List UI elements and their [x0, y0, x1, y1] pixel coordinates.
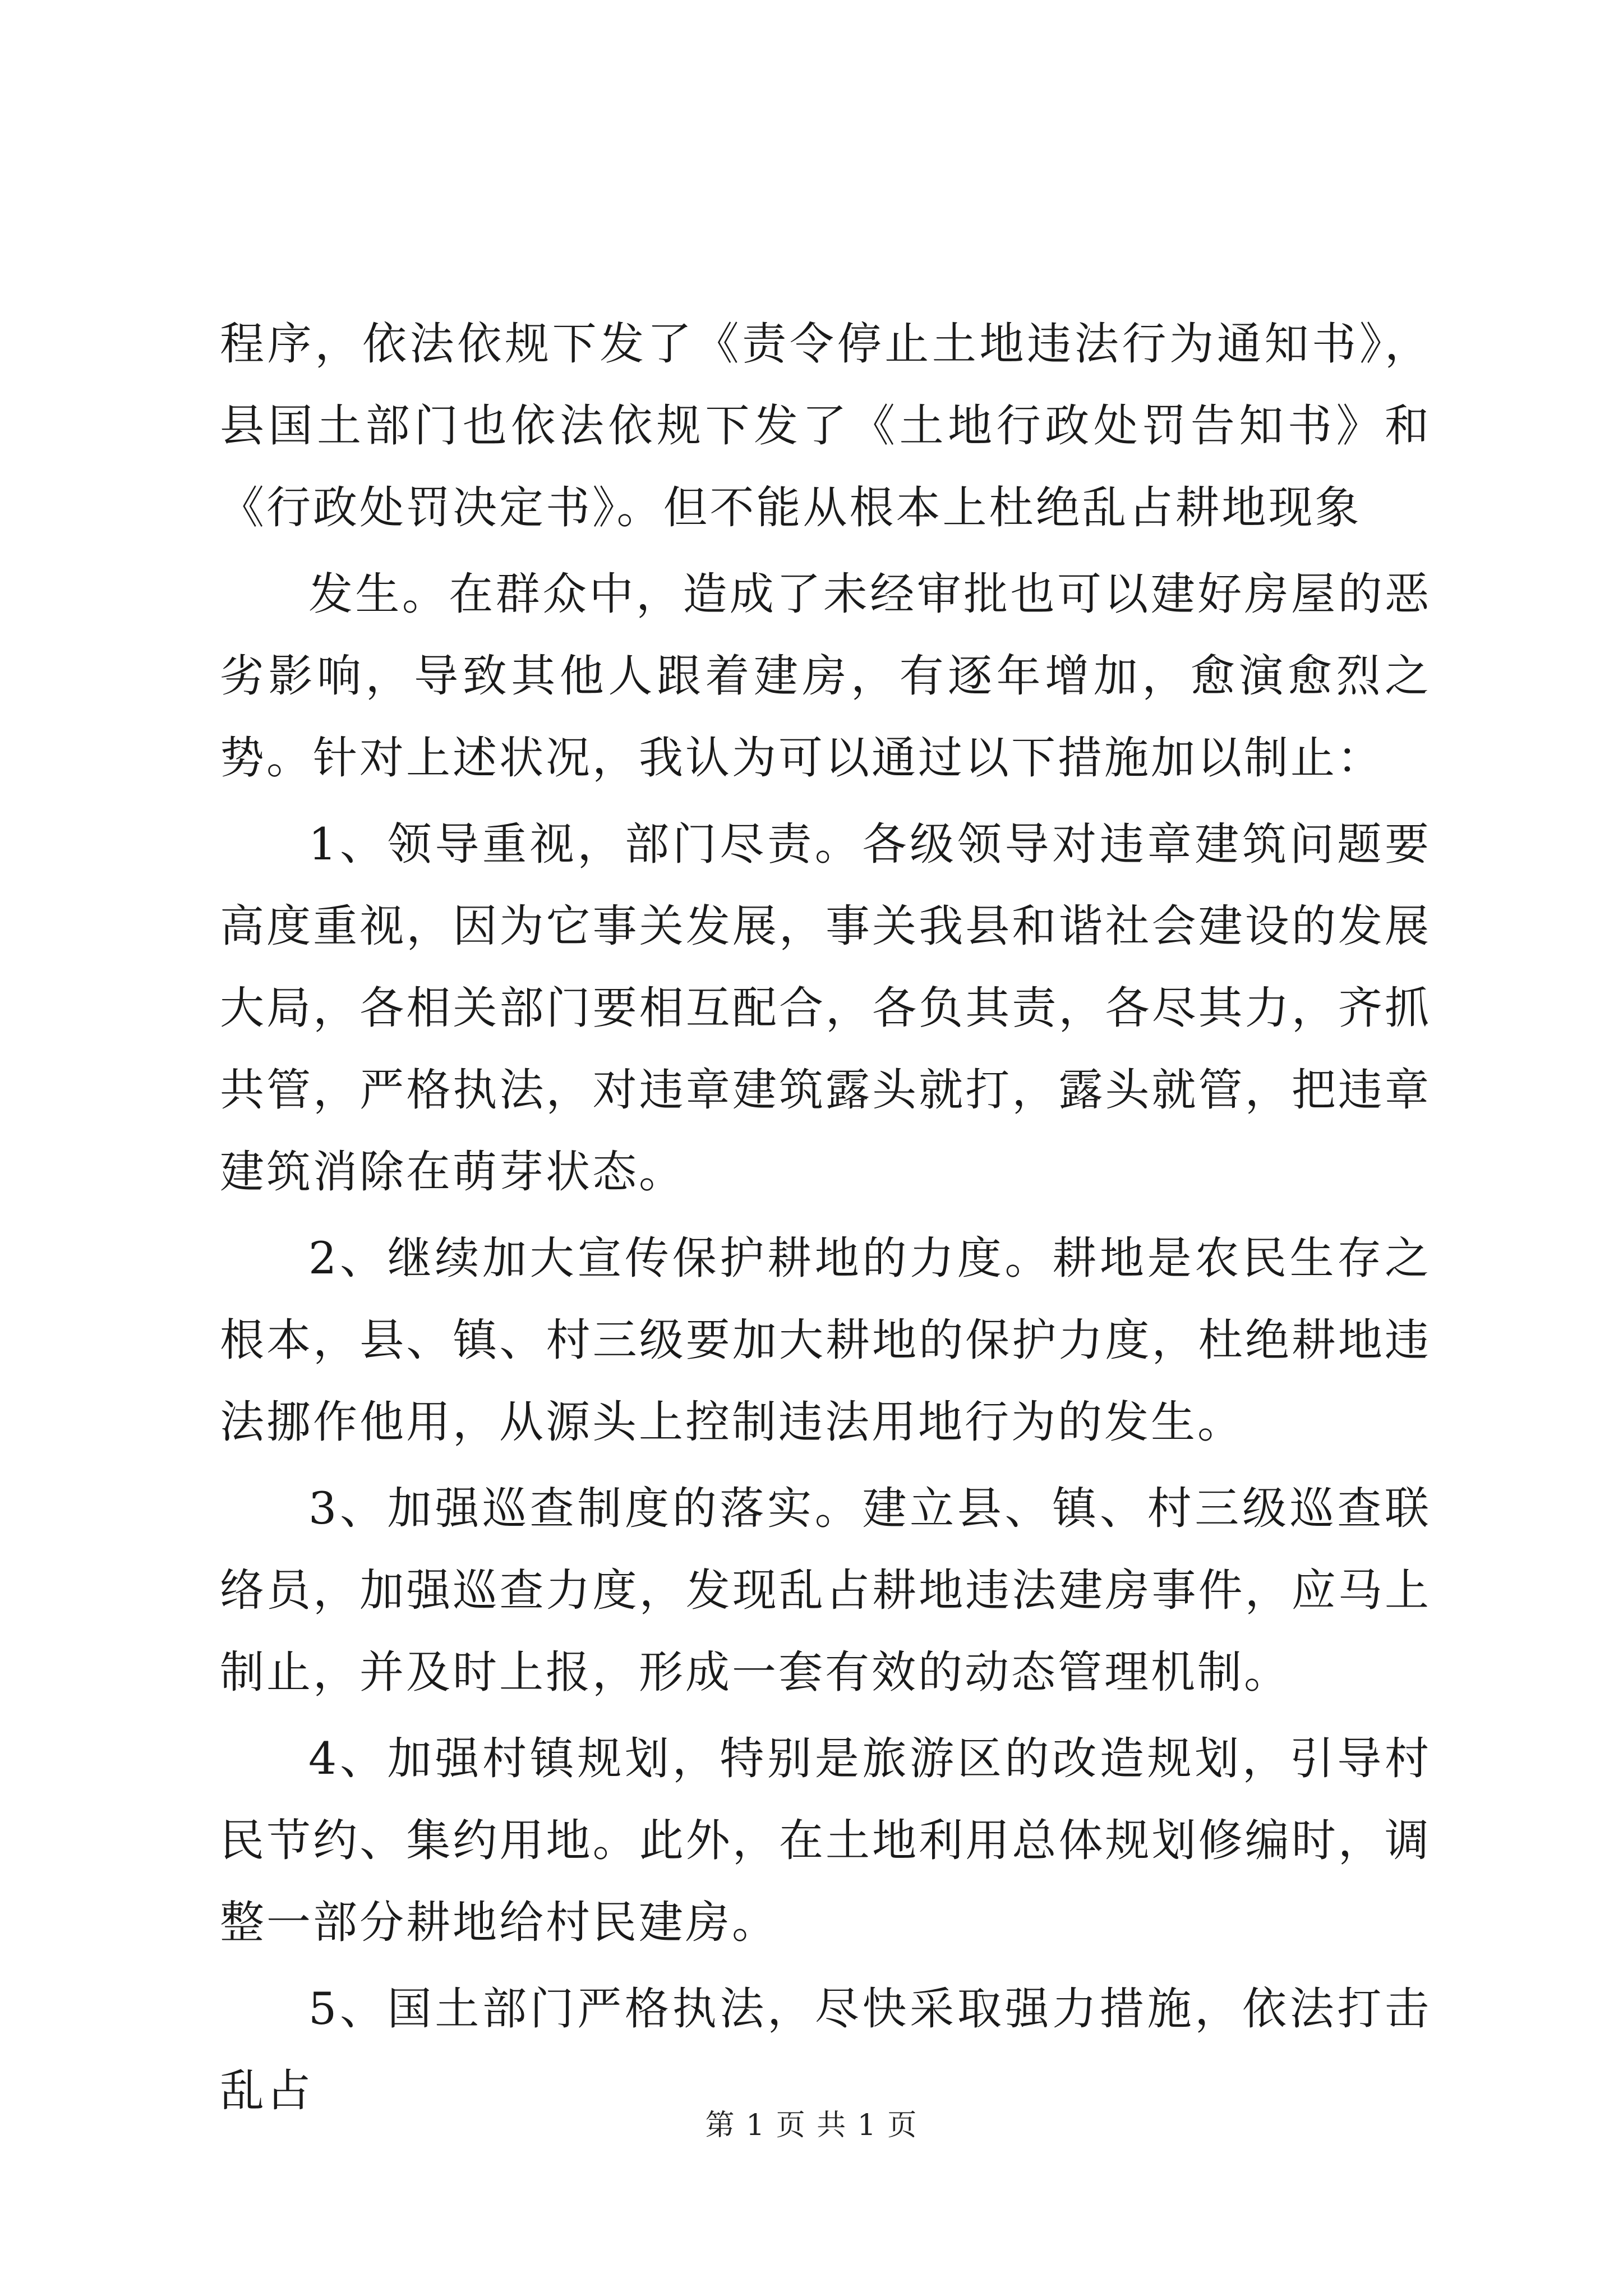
document-body [220, 303, 1431, 2136]
paragraph-1: 程序，依法依规下发了《责令停止土地违法行为通知书》，县国土部门也依法依规下发了《土地行政处罚告知书》和《行政处罚决定书》。但不能从根本上杜绝乱占耕地现象 [220, 318, 1431, 533]
paragraph-7: 5、国土部门严格执法，尽快采取强力措施，依法打击乱占 [220, 1983, 1431, 2116]
paragraph-2: 发生。在群众中，造成了未经审批也可以建好房屋的恶劣影响，导致其他人跟着建房，有逐年增加，愈演愈烈之势。针对上述状况，我认为可以通过以下措施加以制止： [220, 568, 1431, 784]
paragraph-5: 3、加强巡查制度的落实。建立县、镇、村三级巡查联络员，加强巡查力度，发现乱占耕地违法建房事件，应马上制止，并及时上报，形成一套有效的动态管理机制。 [220, 1483, 1431, 1698]
paragraph-6: 4、加强村镇规划，特别是旅游区的改造规划，引导村民节约、集约用地。此外，在土地利用总体规划修编时，调整一部分耕地给村民建房。 [220, 1733, 1431, 1948]
page-footer: 第 1 页 共 1 页 [705, 2109, 918, 2142]
paragraph-3: 1、领导重视，部门尽责。各级领导对违章建筑问题要高度重视，因为它事关发展，事关我县和谐社会建设的发展大局，各相关部门要相互配合，各负其责，各尽其力，齐抓共管，严格执法，对违章建筑露头就打，露头就管，把违章建筑消除在萌芽状态。 [220, 818, 1431, 1198]
paragraph-4: 2、继续加大宣传保护耕地的力度。耕地是农民生存之根本，县、镇、村三级要加大耕地的保护力度，杜绝耕地违法挪作他用，从源头上控制违法用地行为的发生。 [220, 1232, 1431, 1448]
